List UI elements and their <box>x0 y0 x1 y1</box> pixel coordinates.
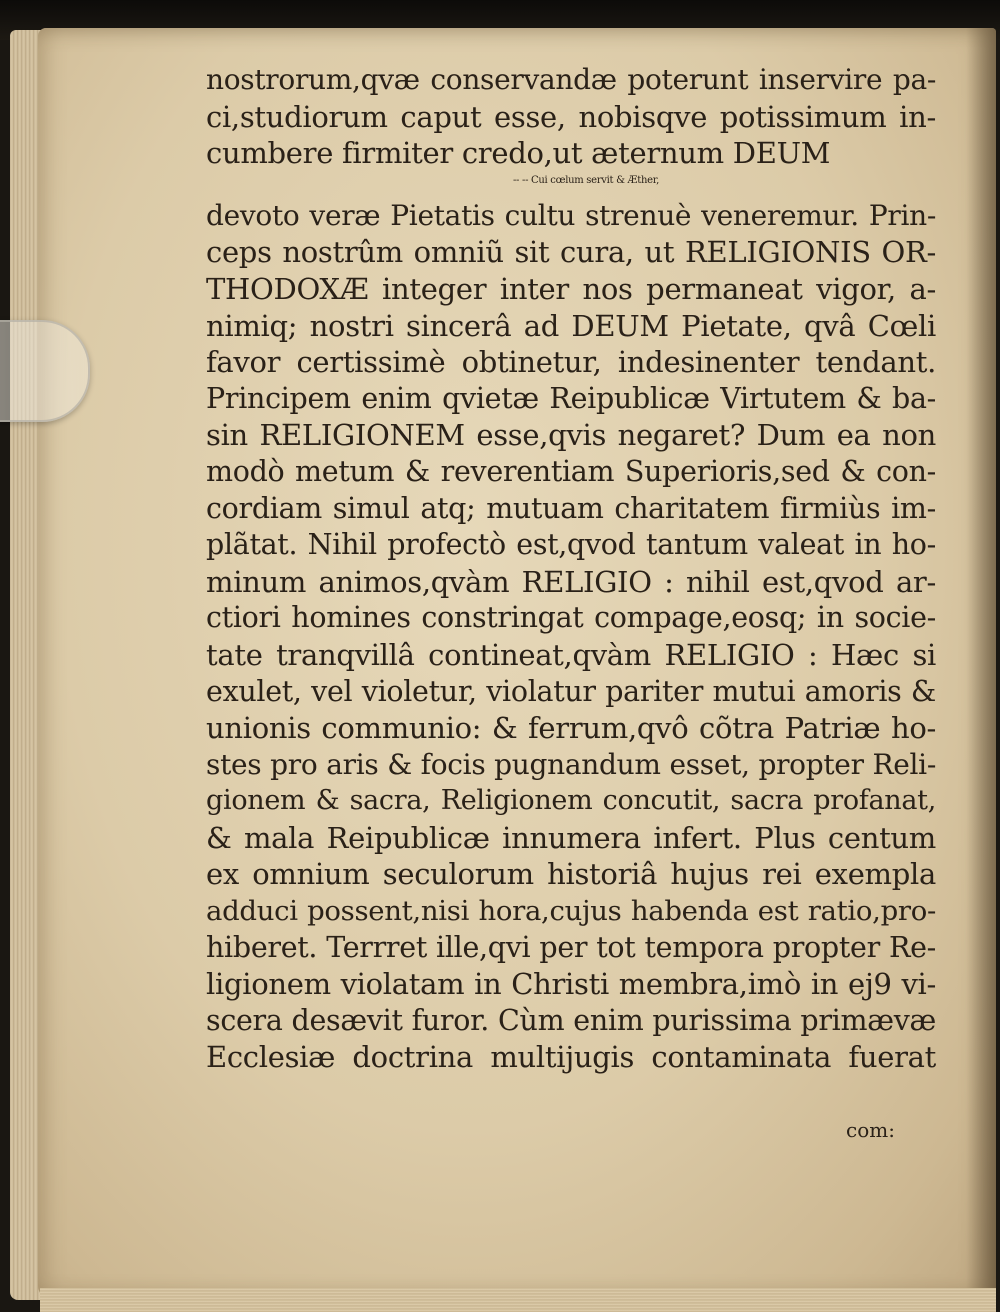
text-line: minum animos,qvàm RELIGIO : nihil est,qvod ar- <box>206 564 936 599</box>
quotation-line: -- -- Cui cœlum servit & Æther, <box>512 174 660 186</box>
text-line: scera desævit furor. Cùm enim purissima primævæ <box>206 1003 936 1037</box>
text-line: tate tranqvillâ contineat,qvàm RELIGIO : Hæc si <box>206 637 936 672</box>
catchword: com: <box>846 1118 895 1142</box>
text-line: ex omnium seculorum historiâ hujus rei exempla <box>206 857 936 892</box>
text-line: nimiq; nostri sincerâ ad DEUM Pietate, qvâ Cœli <box>206 308 936 343</box>
text-line: adduci possent,nisi hora,cujus habenda est ratio,pro- <box>206 895 936 928</box>
text-line: unionis communio: & ferrum,qvô cõtra Patriæ ho- <box>206 711 936 746</box>
text-line: hiberet. Terrret ille,qvi per tot tempora propter Re- <box>206 930 936 964</box>
text-line: Principem enim qvietæ Reipublicæ Virtutem & ba- <box>206 381 936 415</box>
text-line: THODOXÆ integer inter nos permaneat vigor, a- <box>206 271 936 306</box>
text-line: stes pro aris & focis pugnandum esset, propter Reli- <box>206 747 936 781</box>
text-line: gionem & sacra, Religionem concutit, sacra profanat, <box>206 785 936 817</box>
gutter-shadow <box>966 28 996 1298</box>
plastic-clip-tab <box>0 320 90 422</box>
text-line: sin RELIGIONEM esse,qvis negaret? Dum ea non <box>206 418 936 453</box>
text-line: plãtat. Nihil profectò est,qvod tantum valeat in ho- <box>206 528 936 562</box>
page-bottom-edge <box>40 1288 996 1312</box>
text-line: cordiam simul atq; mutuam charitatem firmiùs im- <box>206 491 936 525</box>
text-line: & mala Reipublicæ innumera infert. Plus centum <box>206 820 936 855</box>
body-text <box>206 62 936 1076</box>
text-line: Ecclesiæ doctrina multijugis contaminata fuerat <box>206 1040 936 1075</box>
text-line: ctiori homines constringat compage,eosq; in socie- <box>206 601 936 635</box>
text-line: ci,studiorum caput esse, nobisqve potissimum in- <box>206 99 936 134</box>
text-line: ceps nostrûm omniũ sit cura, ut RELIGIONIS OR- <box>206 235 936 270</box>
text-line: nostrorum,qvæ conservandæ poterunt inservire pa- <box>206 63 936 96</box>
text-line: favor certissimè obtinetur, indesinenter tendant. <box>206 345 936 380</box>
text-line: exulet, vel violetur, violatur pariter mutui amoris & <box>206 674 936 708</box>
text-line: modò metum & reverentiam Superioris,sed & con- <box>206 454 936 488</box>
text-line: devoto veræ Pietatis cultu strenuè veneremur. Prin- <box>206 198 936 232</box>
text-line: ligionem violatam in Christi membra,imò in ej9 vi- <box>206 967 936 1002</box>
text-line: cumbere firmiter credo,ut æternum DEUM <box>206 136 831 171</box>
